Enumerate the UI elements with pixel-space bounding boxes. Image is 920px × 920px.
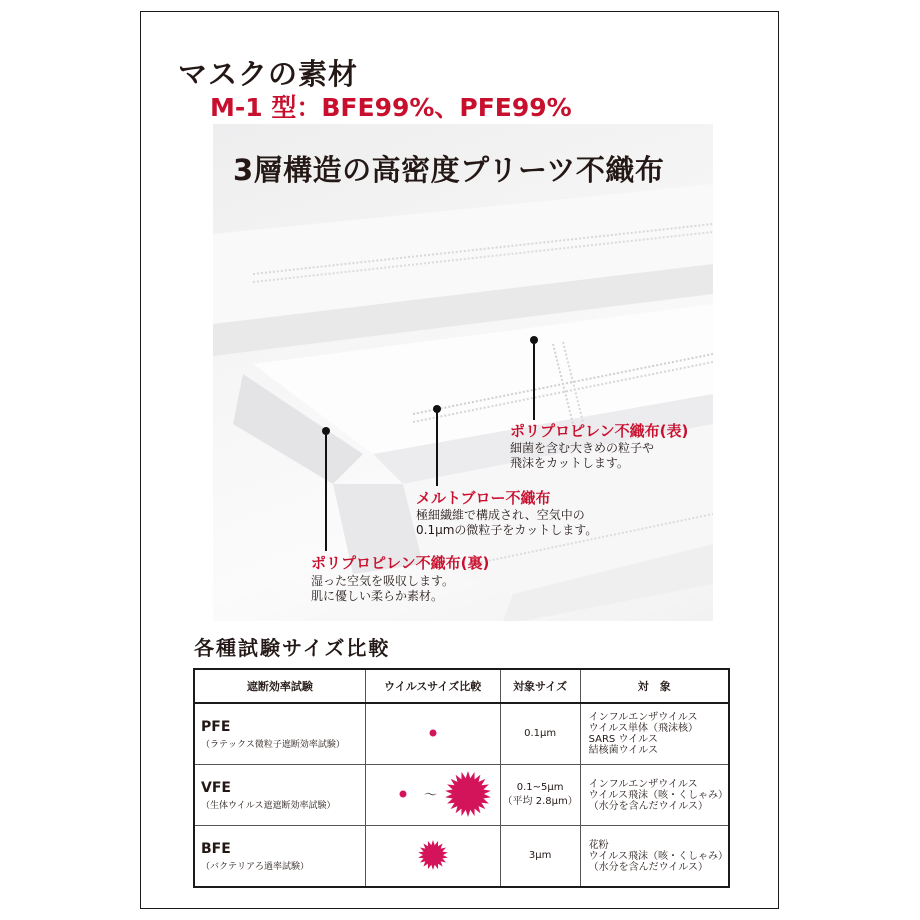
- target-item: インフルエンザウイルス: [588, 712, 698, 723]
- table-row-bfe: [194, 826, 729, 888]
- small-dot-icon: [368, 713, 498, 753]
- layer-outer-leader-line: [533, 340, 535, 420]
- table-row-pfe: [194, 703, 729, 765]
- target-size-cell: [500, 826, 580, 888]
- layer-middle-leader-line: [436, 409, 438, 486]
- target-size-value: 0.1μm: [524, 728, 557, 739]
- virus-size-cell: [365, 703, 500, 765]
- test-desc: （生体ウイルス遮遮断効率試験）: [201, 800, 336, 811]
- target-size-value: 3μm: [528, 850, 552, 861]
- target-cell: [580, 703, 729, 765]
- range-tilde: ～: [423, 787, 437, 803]
- layer-inner-leader-line: [325, 431, 327, 551]
- target-cell: [580, 826, 729, 888]
- test-name: BFE: [201, 840, 231, 857]
- header-target: 対 象: [580, 669, 729, 703]
- header-virus-size: ウイルスサイズ比較: [365, 669, 500, 703]
- target-cell: [580, 765, 729, 826]
- page-subtitle: M-1 型：BFE99%、PFE99%: [210, 93, 572, 122]
- layer-inner-title: ポリプロピレン不織布(裏): [311, 554, 490, 572]
- target-size-value: 0.1~5μm: [516, 782, 564, 793]
- target-item: ウイルス飛沫（咳・くしゃみ）: [588, 850, 728, 862]
- test-desc: （バクテリアろ過率試験）: [201, 861, 310, 872]
- header-target-size: 対象サイズ: [500, 669, 580, 703]
- table-row-vfe: [194, 765, 729, 826]
- layer-outer-desc-line-1: 細菌を含む大きめの粒子や: [510, 441, 655, 455]
- test-cell: [194, 826, 365, 888]
- mask-photo: [213, 124, 713, 621]
- target-item: 花粉: [588, 839, 609, 851]
- target-item: （水分を含んだウイルス）: [588, 800, 708, 812]
- page-title: マスクの素材: [178, 57, 359, 91]
- virus-size-cell: [365, 826, 500, 888]
- comparison-title: 各種試験サイズ比較: [194, 636, 391, 660]
- test-name: PFE: [201, 718, 231, 735]
- test-desc: （ラテックス微粒子遮断効率試験）: [201, 739, 345, 750]
- layer-outer-desc-line-2: 飛沫をカットします。: [510, 456, 629, 470]
- layer-middle-desc-line-1: 極細繊維で構成され、空気中の: [416, 508, 585, 522]
- target-size-cell: [500, 765, 580, 826]
- test-name: VFE: [201, 779, 231, 796]
- mask-illustration: [213, 124, 713, 621]
- virus-size-cell: [365, 765, 500, 826]
- photo-heading: 3層構造の高密度プリーツ不織布: [233, 153, 665, 187]
- target-size-cell: [500, 703, 580, 765]
- test-cell: [194, 703, 365, 765]
- layer-outer-title: ポリプロピレン不織布(表): [510, 422, 689, 440]
- test-cell: [194, 765, 365, 826]
- comparison-table: [193, 668, 730, 888]
- dot-to-burst-icon: [368, 767, 498, 821]
- target-item: ウイルス単体（飛沫核）: [588, 723, 698, 734]
- target-item: SARS ウイルス: [588, 734, 658, 745]
- target-item: ウイルス飛沫（咳・くしゃみ）: [588, 789, 728, 801]
- layer-inner-desc-line-2: 肌に優しい柔らか素材。: [311, 589, 444, 603]
- comparison-header-row: [194, 669, 729, 703]
- target-item: （水分を含んだウイルス）: [588, 861, 708, 873]
- medium-burst-icon: [368, 833, 498, 877]
- header-test: 遮断効率試験: [194, 669, 365, 703]
- target-size-average: （平均 2.8μm）: [502, 796, 578, 807]
- target-item: インフルエンザウイルス: [588, 778, 698, 790]
- layer-middle-title: メルトブロー不織布: [416, 489, 551, 507]
- layer-middle-desc-line-2: 0.1μmの微粒子をカットします。: [416, 523, 598, 537]
- target-item: 結核菌ウイルス: [588, 745, 658, 756]
- layer-inner-desc-line-1: 湿った空気を吸収します。: [311, 574, 455, 588]
